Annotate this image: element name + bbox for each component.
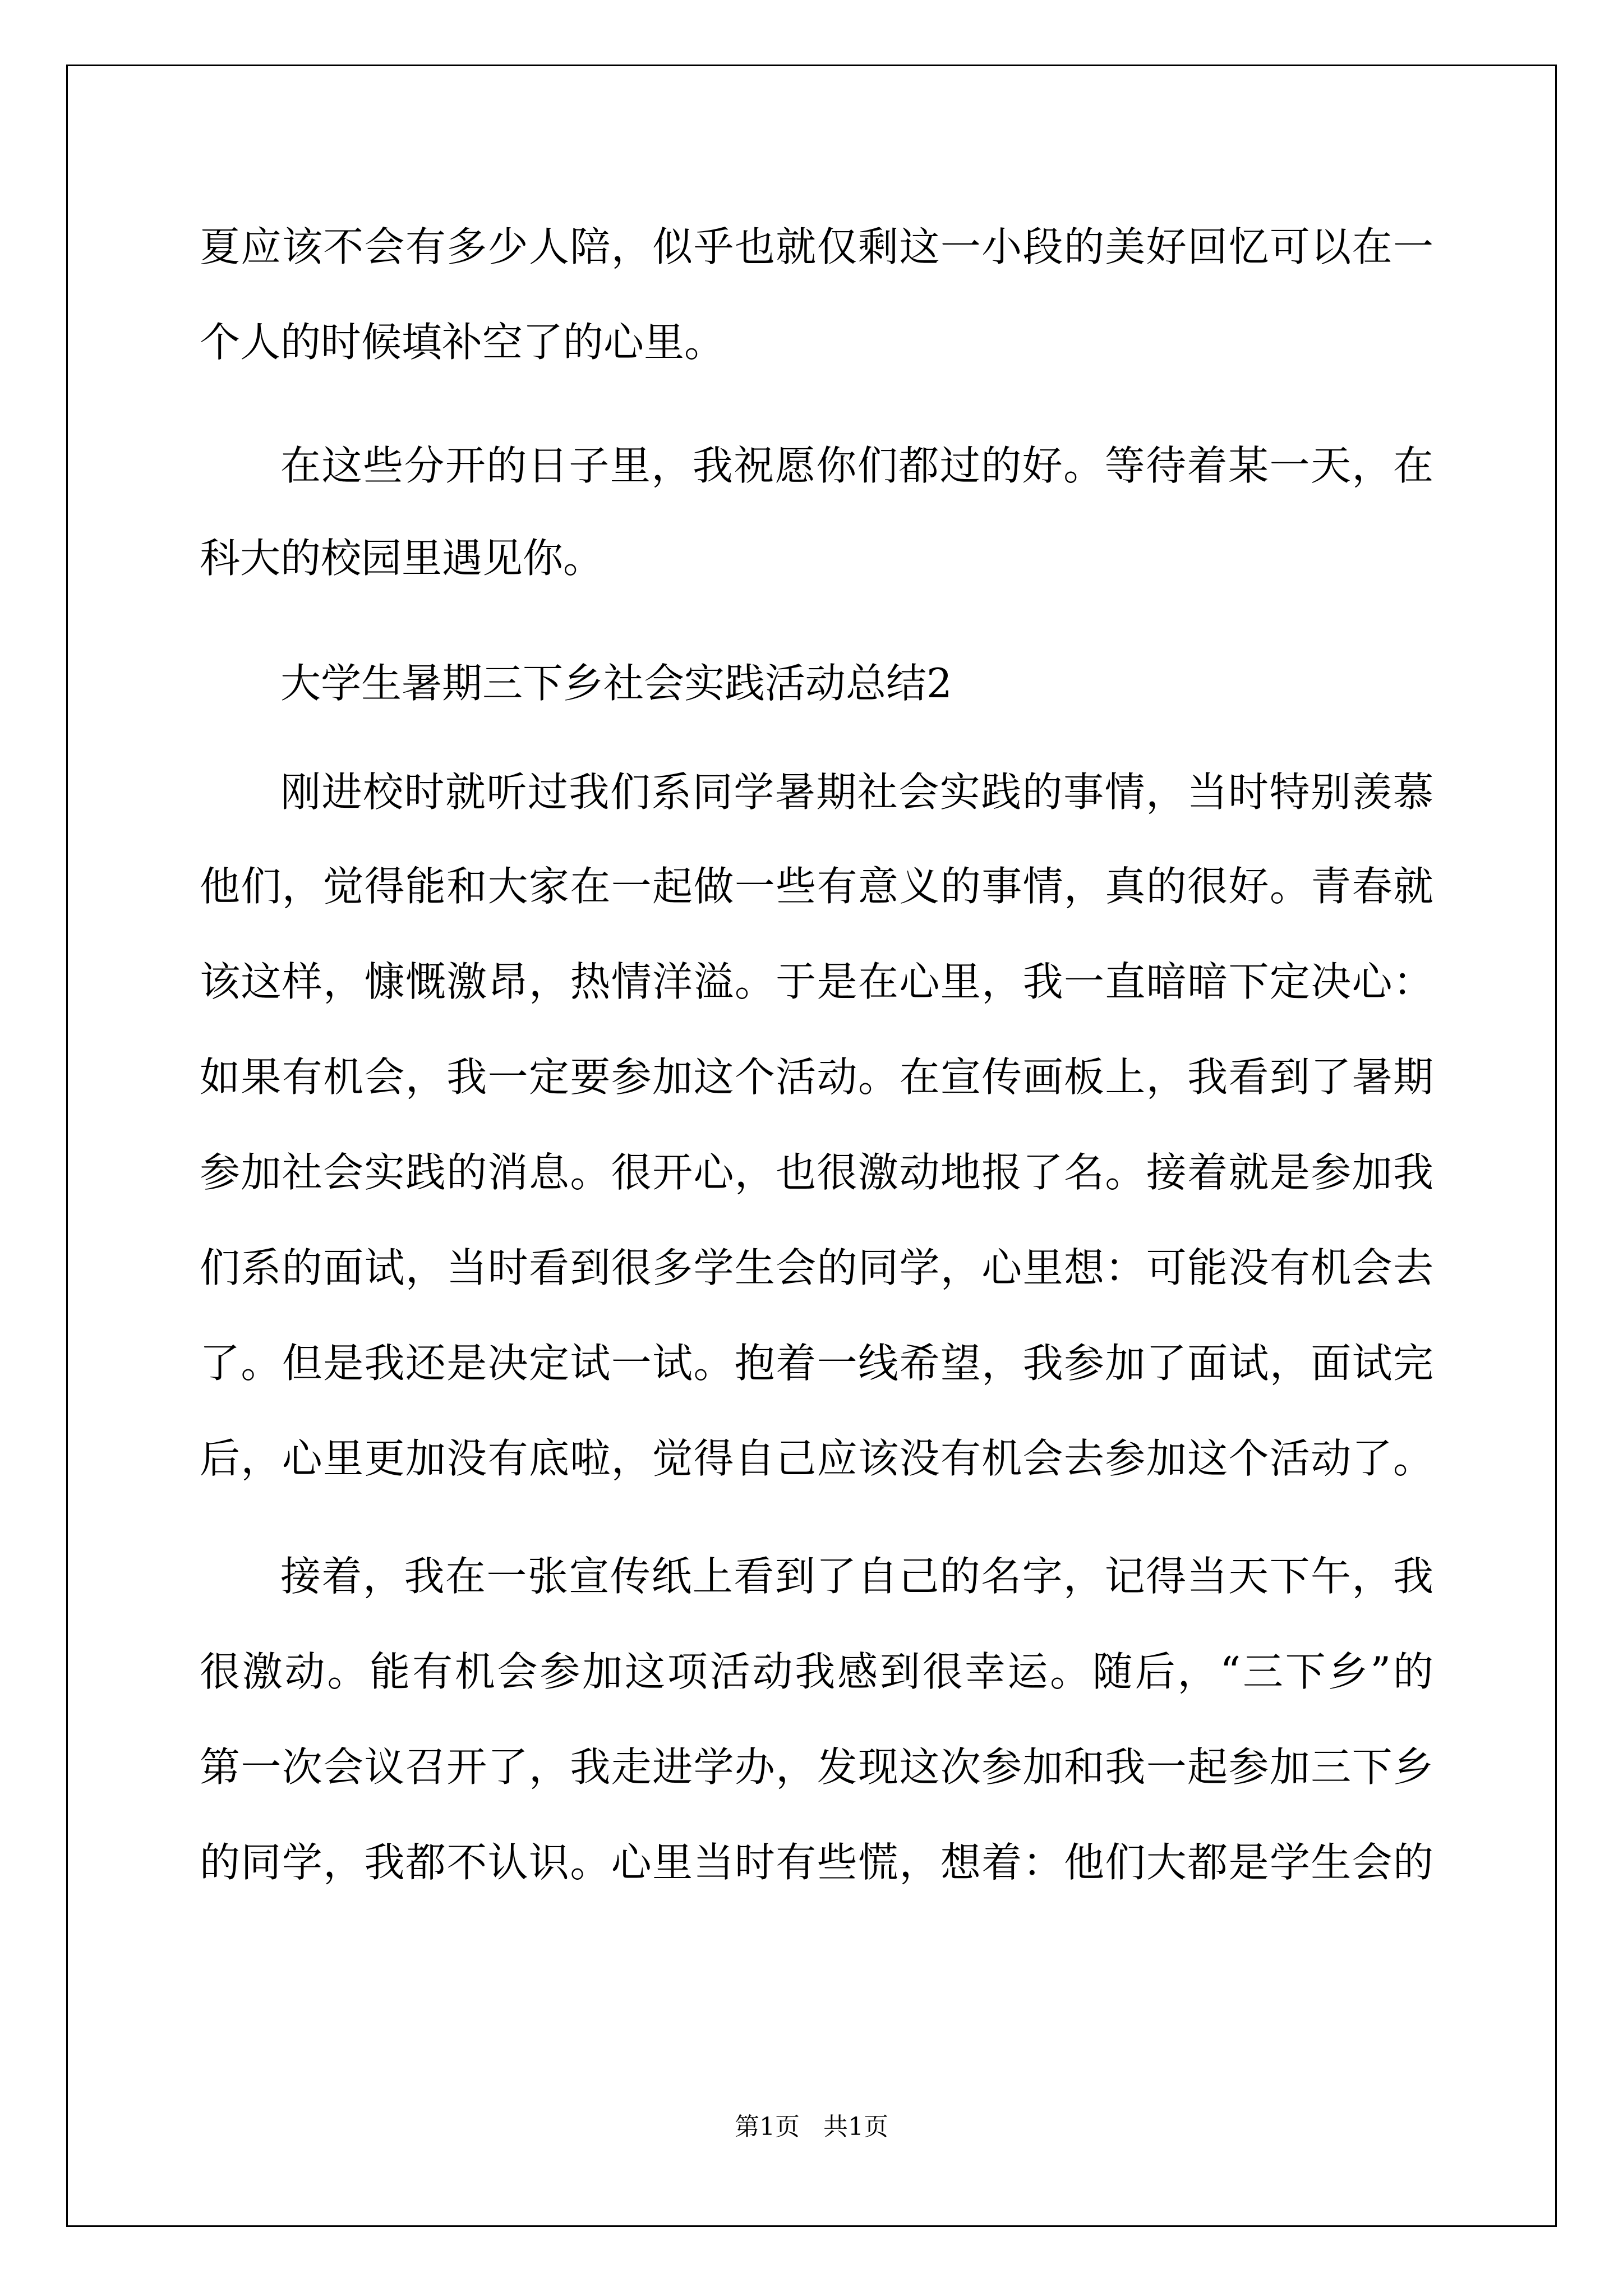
paragraph-first-line: 在这些分开的日子里，我祝愿你们都过的好。等待着某一天，在 <box>280 442 1433 489</box>
text-line: 第一次会议召开了，我走进学办，发现这次参加和我一起参加三下乡 <box>200 1743 1433 1791</box>
text-line: 很激动。能有机会参加这项活动我感到很幸运。随后，“三下乡”的 <box>200 1648 1433 1695</box>
text-line: 该这样，慷慨激昂，热情洋溢。于是在心里，我一直暗暗下定决心： <box>200 958 1433 1005</box>
text-line: 如果有机会，我一定要参加这个活动。在宣传画板上，我看到了暑期 <box>200 1053 1433 1101</box>
text-line: 夏应该不会有多少人陪，似乎也就仅剩这一小段的美好回忆可以在一 <box>200 223 1433 270</box>
text-line: 们系的面试，当时看到很多学生会的同学，心里想：可能没有机会去 <box>200 1244 1433 1291</box>
text-line: 后，心里更加没有底啦，觉得自己应该没有机会去参加这个活动了。 <box>200 1435 1433 1482</box>
paragraph-first-line: 刚进校时就听过我们系同学暑期社会实践的事情，当时特别羡慕 <box>280 769 1433 816</box>
text-line: 了。但是我还是决定试一试。抱着一线希望，我参加了面试，面试完 <box>200 1340 1433 1387</box>
page-footer: 第1页 共1页 <box>735 2113 888 2141</box>
text-line: 他们，觉得能和大家在一起做一些有意义的事情，真的很好。青春就 <box>200 863 1433 910</box>
text-line: 参加社会实践的消息。很开心，也很激动地报了名。接着就是参加我 <box>200 1149 1433 1196</box>
paragraph-first-line: 接着，我在一张宣传纸上看到了自己的名字，记得当天下午，我 <box>280 1553 1433 1600</box>
text-line: 个人的时候填补空了的心里。 <box>200 319 725 366</box>
text-line: 科大的校园里遇见你。 <box>200 535 604 582</box>
text-line: 的同学，我都不认识。心里当时有些慌，想着：他们大都是学生会的 <box>200 1839 1433 1886</box>
section-heading: 大学生暑期三下乡社会实践活动总结2 <box>280 660 952 707</box>
